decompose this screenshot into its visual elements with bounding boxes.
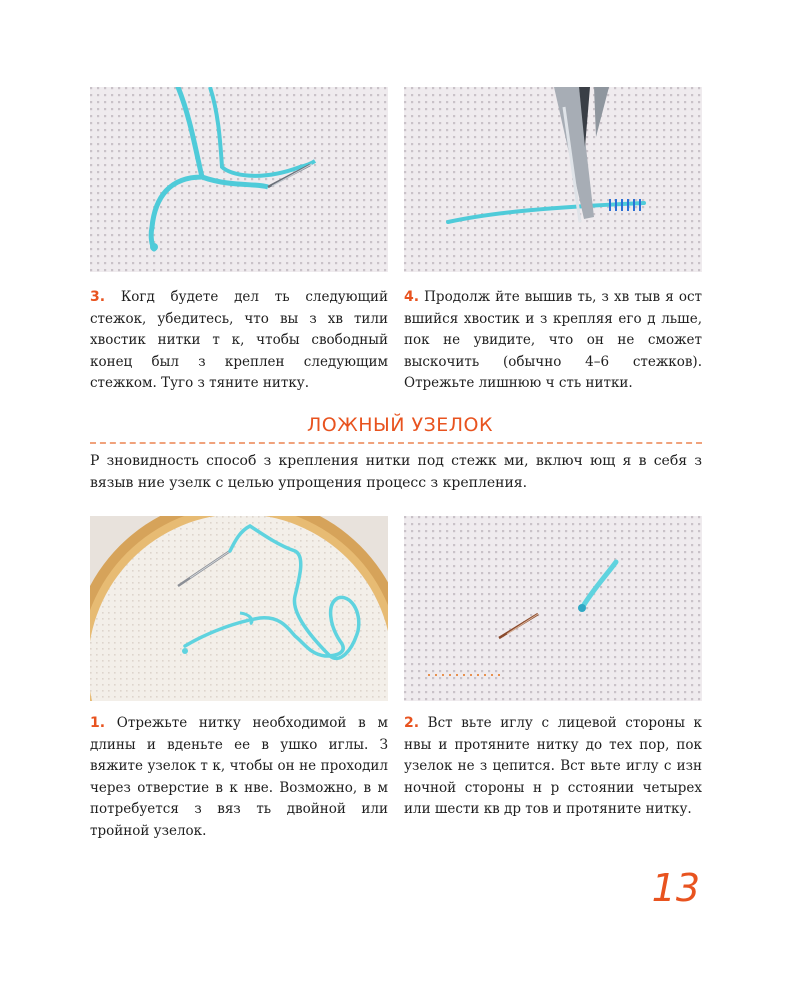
photo-step-1-hoop-knot bbox=[90, 516, 388, 701]
section-intro: Р зновидность способ з крепления нитки под стежк ми, включ ющ я в себя з вязыв ние узелк с целью упрощения процесс з крепления. bbox=[90, 453, 702, 491]
step-text-2: Вст вьте иглу с лицевой стороны к нвы и протяните нитку до тех пор, пок узелок не з цепится. Вст вьте иглу с изн ночной стороны н р сстоянии четырех или шести кв др тов и протяните нитку. bbox=[404, 715, 702, 817]
caption-step-4 bbox=[404, 287, 702, 395]
step-number-3: 3. bbox=[90, 289, 106, 305]
caption-step-2 bbox=[404, 713, 702, 821]
step-text-1: Отрежьте нитку необходимой в м длины и вденьте ее в ушко иглы. З вяжите узелок т к, чтобы он не проходил через отверстие в к нве. Возможно, в м потребуется з вяз ть двойной или тройной узелок. bbox=[90, 715, 388, 839]
step-text-4: Продолж йте вышив ть, з хв тыв я ост вшийся хвостик и з крепляя его д льше, пок не увидите, что он не сможет выскочить (обычно 4–6 стежков). Отрежьте лишнюю ч сть нитки. bbox=[404, 289, 702, 391]
photo-step-2-insert-needle bbox=[404, 516, 702, 701]
section-title: ЛОЖНЫЙ УЗЕЛОК bbox=[306, 414, 493, 436]
step-number-4: 4. bbox=[404, 289, 420, 305]
caption-step-1 bbox=[90, 713, 388, 842]
step-number-1: 1. bbox=[90, 715, 106, 731]
photo-step-3-thread-tail bbox=[90, 87, 388, 272]
step-text-3: Когд будете дел ть следующий стежок, убедитесь, что вы з хв тили хвостик нитки т к, чтобы свободный конец был з креплен следующим стежком. Туго з тяните нитку. bbox=[90, 289, 388, 391]
step-number-2: 2. bbox=[404, 715, 420, 731]
photo-step-4-cutting-thread bbox=[404, 87, 702, 272]
caption-step-3 bbox=[90, 287, 388, 395]
section-divider bbox=[90, 442, 702, 444]
page-number: 13 bbox=[651, 866, 700, 910]
